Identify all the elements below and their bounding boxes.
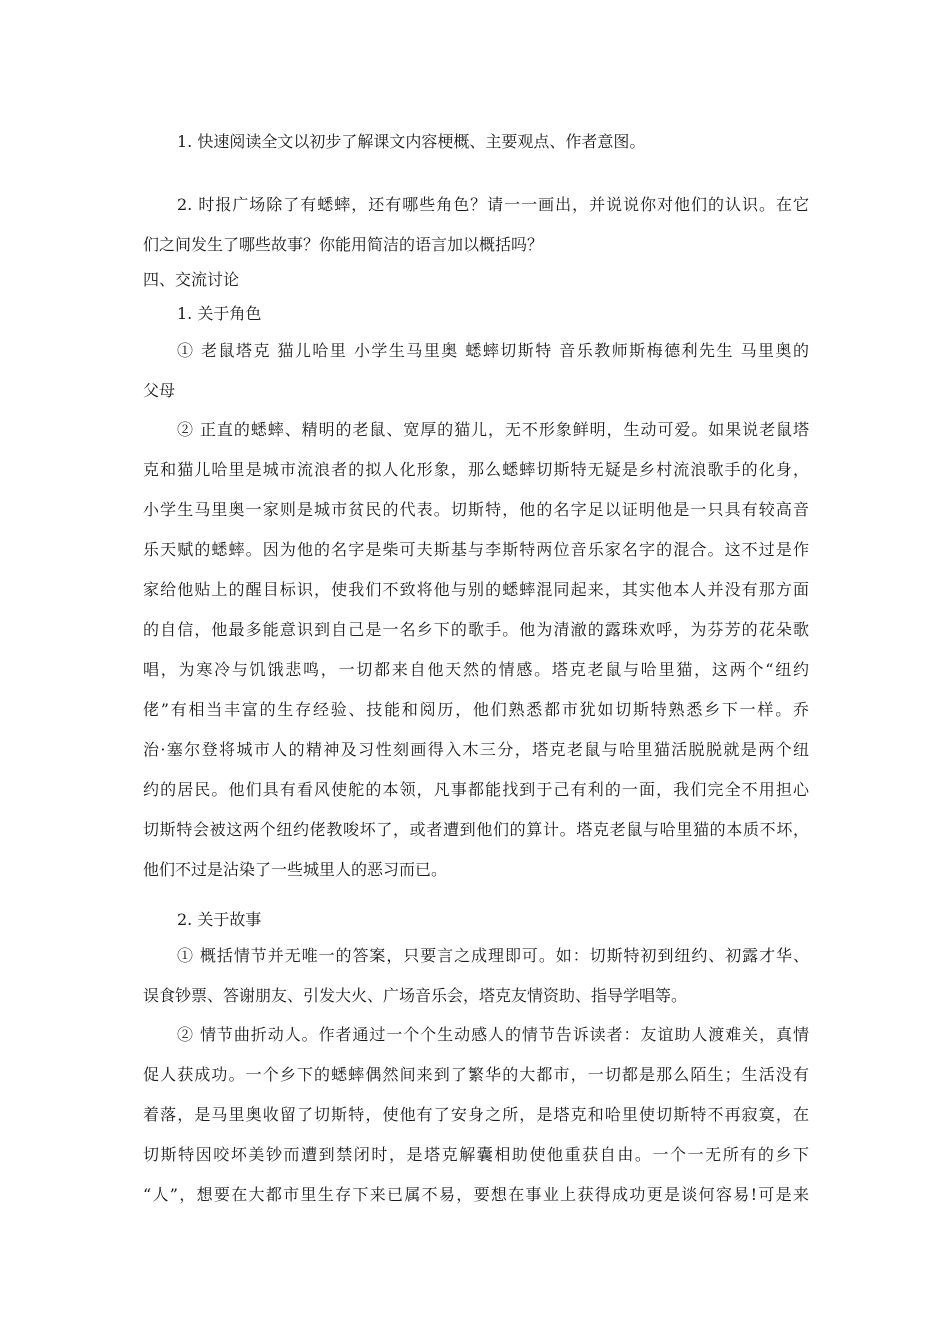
text-line: 他们不过是沾染了一些城里人的恶习而已。: [143, 860, 448, 879]
text-line: 小学生马里奥一家则是城市贫民的代表。切斯特，他的名字足以证明他是一只具有较高音: [143, 500, 809, 519]
text-line: 误食钞票、答谢朋友、引发大火、广场音乐会，塔克友情资助、指导学唱等。: [143, 986, 688, 1005]
text-line: 乐天赋的蟋蟀。因为他的名字是柴可夫斯基与李斯特两位音乐家名字的混合。这不过是作: [143, 540, 809, 559]
text-line: “人”，想要在大都市里生存下来已属不易，要想在事业上获得成功更是谈何容易!可是来: [143, 1185, 809, 1204]
document-page: [143, 0, 809, 1344]
text-line: ② 情节曲折动人。作者通过一个个生动感人的情节告诉读者：友谊助人渡难关，真情: [177, 1025, 809, 1044]
text-line: 促人获成功。一个乡下的蟋蟀偶然间来到了繁华的大都市，一切都是那么陌生；生活没有: [143, 1065, 809, 1084]
subsection-heading-story: [177, 900, 809, 940]
heading-text: 1. 关于角色: [177, 304, 262, 323]
text-line: 家给他贴上的醒目标识，使我们不致将他与别的蟋蟀混同起来，其实他本人并没有那方面: [143, 580, 809, 599]
text-line: 克和猫儿哈里是城市流浪者的拟人化形象，那么蟋蟀切斯特无疑是乡村流浪歌手的化身，: [143, 460, 809, 479]
text-line: 佬”有相当丰富的生存经验、技能和阅历，他们熟悉都市犹如切斯特熟悉乡下一样。乔: [143, 700, 809, 719]
text-line: 父母: [143, 381, 176, 400]
text-line: ① 老鼠塔克 猫儿哈里 小学生马里奥 蟋蟀切斯特 音乐教师斯梅德利先生 马里奥的: [177, 341, 809, 360]
subsection-heading-roles: [177, 294, 809, 334]
heading-text: 四、交流讨论: [143, 270, 240, 289]
text-line: 切斯特因咬坏美钞而遭到禁闭时，是塔克解囊相助使他重获自由。一个一无所有的乡下: [143, 1145, 809, 1164]
text-line: 的自信，他最多能意识到自己是一名乡下的歌手。他为清澈的露珠欢呼，为芬芳的花朵歌: [143, 620, 809, 639]
paragraph-task-1: [177, 122, 809, 162]
text-line: ① 概括情节并无唯一的答案，只要言之成理即可。如：切斯特初到纽约、初露才华、: [177, 946, 809, 965]
text-line: ② 正直的蟋蟀、精明的老鼠、宽厚的猫儿，无不形象鲜明，生动可爱。如果说老鼠塔: [177, 420, 809, 439]
text-line: 1. 快速阅读全文以初步了解课文内容梗概、主要观点、作者意图。: [177, 132, 646, 151]
text-line: 切斯特会被这两个纽约佬教唆坏了，或者遭到他们的算计。塔克老鼠与哈里猫的本质不坏，: [143, 820, 809, 839]
heading-text: 2. 关于故事: [177, 910, 262, 929]
text-line: 约的居民。他们具有看风使舵的本领，凡事都能找到于己有利的一面，我们完全不用担心: [143, 780, 809, 799]
paragraph-story-analysis: [143, 1015, 809, 1215]
text-line: 唱，为寒冷与饥饿悲鸣，一切都来自他天然的情感。塔克老鼠与哈里猫，这两个“纽约: [143, 660, 809, 679]
paragraph-roles-analysis: [143, 410, 809, 890]
paragraph-story-summary: [143, 936, 809, 1016]
text-line: 2. 时报广场除了有蟋蟀，还有哪些角色？请一一画出，并说说你对他们的认识。在它: [177, 195, 809, 214]
paragraph-roles-list: [143, 331, 809, 411]
text-line: 着落，是马里奥收留了切斯特，使他有了安身之所，是塔克和哈里使切斯特不再寂寞，在: [143, 1105, 809, 1124]
text-line: 们之间发生了哪些故事？你能用简洁的语言加以概括吗？: [143, 235, 544, 254]
paragraph-task-2: [143, 185, 809, 265]
text-line: 治·塞尔登将城市人的精神及习性刻画得入木三分，塔克老鼠与哈里猫活脱脱就是两个纽: [143, 740, 809, 759]
